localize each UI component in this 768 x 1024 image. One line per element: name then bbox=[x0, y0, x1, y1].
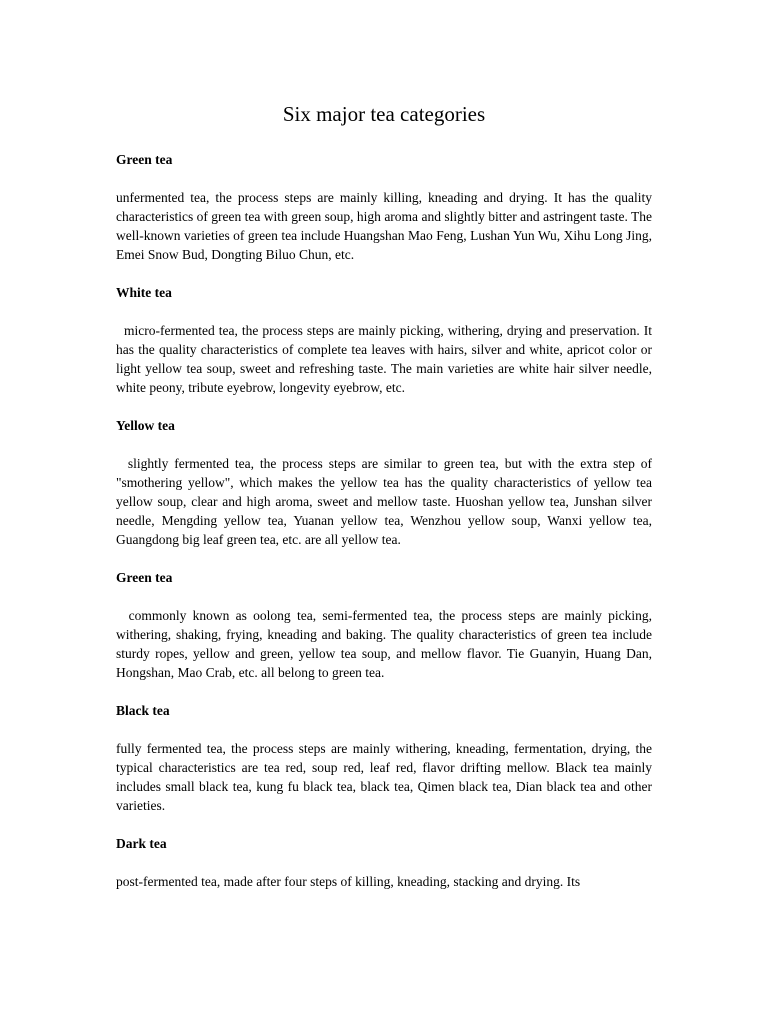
section-text-green-tea: unfermented tea, the process steps are mainly killing, kneading and drying. It has the quality characteristics of green tea with green soup, high aroma and slightly bitter and astringent taste. The well-known varieties of green tea include Huangshan Mao Feng, Lushan Yun Wu, Xihu Long Jing, Emei Snow Bud, Dongting Biluo Chun, etc. bbox=[116, 190, 656, 262]
section-text-dark-tea: post-fermented tea, made after four steps of killing, kneading, stacking and drying. Its bbox=[116, 874, 581, 889]
section-text-yellow-tea: slightly fermented tea, the process steps are similar to green tea, but with the extra step of "smothering yellow", which makes the yellow tea has the quality characteristics of yellow tea yellow soup, clear and high aroma, sweet and mellow taste. Huoshan yellow tea, Junshan silver needle, Mengding yellow tea, Yuanan yellow tea, Wenzhou yellow soup, Wanxi yellow tea, Guangdong big leaf green tea, etc. are all yellow tea. bbox=[116, 456, 656, 547]
section-text-black-tea: fully fermented tea, the process steps are mainly withering, kneading, fermentation, drying, the typical characteristics are tea red, soup red, leaf red, flavor drifting mellow. Black tea mainly includes small black tea, kung fu black tea, black tea, Qimen black tea, Dian black tea and other varieties. bbox=[116, 741, 656, 813]
section-text-oolong-tea: commonly known as oolong tea, semi-fermented tea, the process steps are mainly picking, withering, shaking, frying, kneading and baking. The quality characteristics of green tea include sturdy ropes, yellow and green, yellow tea soup, and mellow flavor. Tie Guanyin, Huang Dan, Hongshan, Mao Crab, etc. all belong to green tea. bbox=[116, 608, 656, 680]
section-heading-yellow-tea: Yellow tea bbox=[116, 418, 175, 433]
section-heading-dark-tea: Dark tea bbox=[116, 836, 167, 851]
document-body bbox=[116, 150, 656, 910]
document-title: Six major tea categories bbox=[282, 102, 486, 126]
section-heading-black-tea: Black tea bbox=[116, 703, 170, 718]
section-heading-oolong-tea: Green tea bbox=[116, 570, 173, 585]
section-text-white-tea: micro-fermented tea, the process steps are mainly picking, withering, drying and preservation. It has the quality characteristics of complete tea leaves with hairs, silver and white, apricot color or light yellow tea soup, sweet and refreshing taste. The main varieties are white hair silver needle, white peony, tribute eyebrow, longevity eyebrow, etc. bbox=[116, 323, 656, 395]
section-heading-white-tea: White tea bbox=[116, 285, 172, 300]
section-heading-green-tea: Green tea bbox=[116, 152, 173, 167]
